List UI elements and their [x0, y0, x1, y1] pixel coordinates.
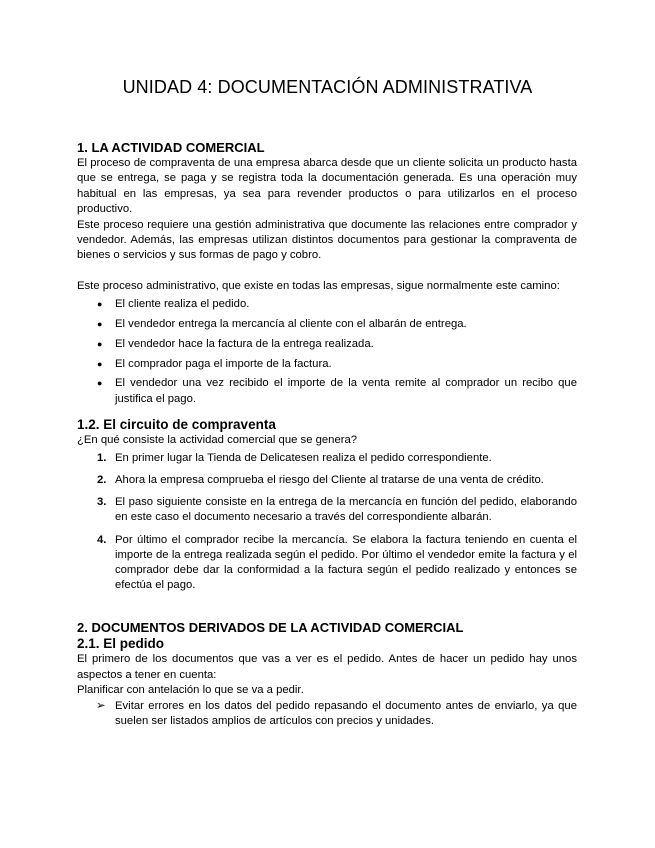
section-1-paragraph-3: Este proceso administrativo, que existe en todas las empresas, sigue normalmente este camino:	[77, 279, 560, 292]
section-1-heading: 1. LA ACTIVIDAD COMERCIAL	[77, 140, 265, 155]
document-title: UNIDAD 4: DOCUMENTACIÓN ADMINISTRATIVA	[122, 77, 533, 97]
arrow-bullet-icon: ➢	[96, 699, 106, 712]
section-2-1-paragraph-1: El primero de los documentos que vas a ver es el pedido. Antes de hacer un pedido hay unos aspectos a tener en cuenta:	[77, 653, 577, 681]
section-1-paragraph-2: Este proceso requiere una gestión administrativa que documente las relaciones entre comprador y vendedor. Además, las empresas utilizan distintos documentos para gestionar la compraventa de bienes o servicios y sus formas de pago y cobro.	[77, 218, 577, 262]
bullet-icon: ●	[97, 338, 103, 349]
bullet-icon: ●	[97, 358, 103, 369]
list-item: ● El comprador paga el importe de la factura.	[77, 357, 577, 372]
section-2-1-heading: 2.1. El pedido	[77, 636, 165, 652]
document-content	[77, 140, 577, 729]
step-number: 4.	[97, 533, 107, 546]
section-2-heading: 2. DOCUMENTOS DERIVADOS DE LA ACTIVIDAD COMERCIAL	[77, 620, 464, 636]
bullet-icon: ●	[97, 319, 103, 330]
list-item: ● El vendedor entrega la mercancía al cliente con el albarán de entrega.	[77, 317, 577, 332]
section-2-1-paragraph-2: Planificar con antelación lo que se va a pedir.	[77, 684, 304, 697]
bullet-icon: ●	[97, 378, 103, 389]
section-1-2-heading: 1.2. El circuito de compraventa	[77, 417, 276, 433]
list-item: 2. Ahora la empresa comprueba el riesgo del Cliente al tratarse de una venta de crédito.	[77, 473, 577, 488]
list-item: 3. El paso siguiente consiste en la entrega de la mercancía en función del pedido, elaborando en este caso el documento necesario a través del correspondiente albarán.	[97, 496, 577, 524]
section-1-2-intro: ¿En qué consiste la actividad comercial que se genera?	[77, 434, 358, 447]
step-number: 3.	[97, 496, 107, 509]
step-number: 2.	[97, 474, 107, 487]
list-item: ● El vendedor hace la factura de la entrega realizada.	[77, 337, 577, 352]
list-item: ● El cliente realiza el pedido.	[77, 297, 577, 312]
section-1-paragraph-1: El proceso de compraventa de una empresa abarca desde que un cliente solicita un producto hasta que se entrega, se paga y se registra toda la documentación generada. Es una operación muy habitual en las empresas, ya sea para revender productos o para utilizarlos en el proceso productivo.	[77, 157, 577, 216]
step-number: 1.	[97, 451, 107, 464]
bullet-icon: ●	[97, 299, 103, 310]
list-item: 4. Por último el comprador recibe la mercancía. Se elabora la factura teniendo en cuenta el importe de la entrega realizada según el pedido. Por último el vendedor emite la factura y el comprador debe dar la conformidad a la factura según el pedido realizado y entonces se efectúa el pago.	[97, 533, 577, 592]
process-bullet-list	[77, 297, 577, 407]
list-item: ● El vendedor una vez recibido el importe de la venta remite al comprador un recibo que justifica el pago.	[97, 377, 577, 405]
list-item: ➢ Evitar errores en los datos del pedido repasando el documento antes de enviarlo, ya que suelen ser listados amplios de artículos con precios y unidades.	[96, 699, 577, 727]
list-item: 1. En primer lugar la Tienda de Delicatesen realiza el pedido correspondiente.	[77, 451, 577, 466]
arrow-list	[77, 699, 577, 729]
steps-numbered-list	[77, 451, 577, 594]
